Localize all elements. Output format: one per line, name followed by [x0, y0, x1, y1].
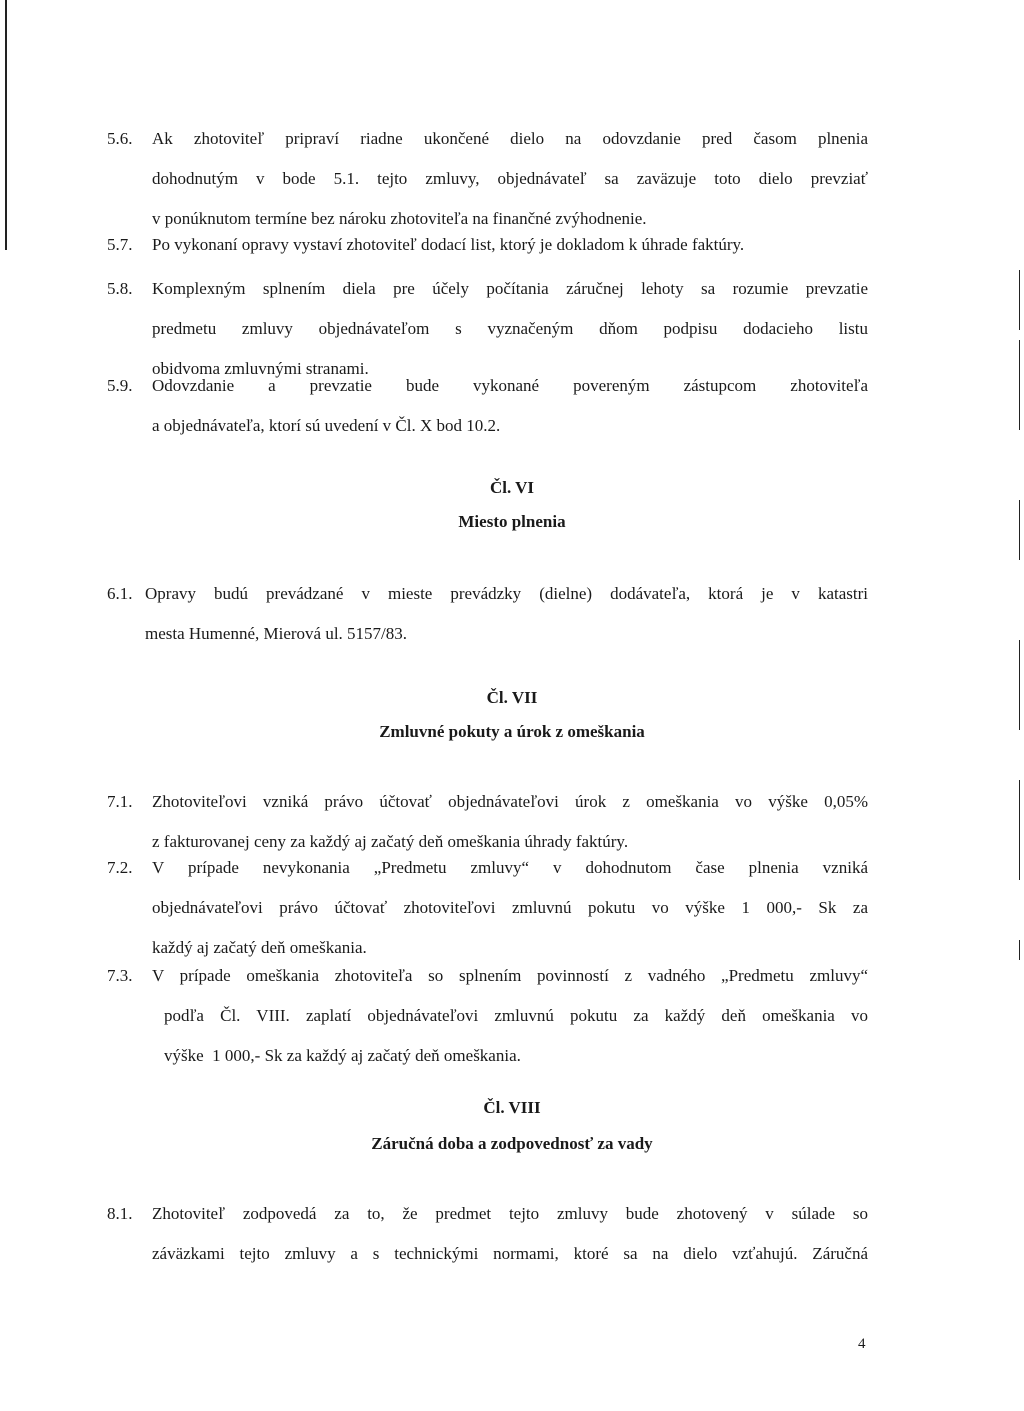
scan-edge-right-4 — [1019, 640, 1020, 730]
text-line: a objednávateľa, ktorí sú uvedení v Čl. X bod 10.2. — [152, 416, 501, 435]
text-line: Zhotoviteľ zodpovedá za to, že predmet tejto zmluvy bude zhotovený v súlade so — [152, 1204, 868, 1223]
text-line: V prípade nevykonania „Predmetu zmluvy“ v dohodnutom čase plnenia vzniká — [152, 858, 868, 877]
section-number-5-8: 5.8. — [107, 279, 133, 298]
article-6-title: Miesto plnenia — [458, 512, 566, 531]
page-number: 4 — [858, 1336, 866, 1352]
scan-edge-right-6 — [1019, 940, 1020, 960]
text-line: Zhotoviteľovi vzniká právo účtovať objednávateľovi úrok z omeškania vo výške 0,05% — [152, 792, 868, 811]
text-line: podľa Čl. VIII. zaplatí objednávateľovi zmluvnú pokutu za každý deň omeškania vo — [164, 1006, 868, 1025]
text-line: záväzkami tejto zmluvy a s technickými normami, ktoré sa na dielo vzťahujú. Záručná — [152, 1244, 868, 1263]
section-number-7-2: 7.2. — [107, 858, 133, 877]
scan-edge-left — [5, 0, 7, 250]
section-number-5-9: 5.9. — [107, 376, 133, 395]
text-line: Po vykonaní opravy vystaví zhotoviteľ dodací list, ktorý je dokladom k úhrade faktúry. — [152, 235, 745, 254]
scan-edge-right-5 — [1019, 780, 1020, 880]
article-8-label: Čl. VIII — [483, 1098, 541, 1117]
section-7-2-text — [152, 848, 868, 968]
text-line: mesta Humenné, Mierová ul. 5157/83. — [145, 624, 408, 643]
article-6-label: Čl. VI — [489, 478, 535, 497]
text-line: Odovzdanie a prevzatie bude vykonané povereným zástupcom zhotoviteľa — [152, 376, 868, 395]
section-7-3-text-first — [152, 956, 868, 996]
section-5-9-text — [152, 366, 868, 446]
section-number-6-1: 6.1. — [107, 584, 133, 603]
section-5-7-text — [152, 225, 868, 265]
text-line: obidvoma zmluvnými stranami. — [152, 359, 369, 378]
text-line: z fakturovanej ceny za každý aj začatý deň omeškania úhrady faktúry. — [152, 832, 629, 851]
section-number-7-3: 7.3. — [107, 966, 133, 985]
article-7-label: Čl. VII — [486, 688, 538, 707]
text-line: Komplexným splnením diela pre účely počítania záručnej lehoty sa rozumie prevzatie — [152, 279, 868, 298]
text-line: výške 1 000,- Sk za každý aj začatý deň omeškania. — [164, 1046, 521, 1065]
scan-edge-right-2 — [1019, 340, 1020, 430]
text-line: V prípade omeškania zhotoviteľa so splnením povinností z vadného „Predmetu zmluvy“ — [152, 966, 868, 985]
section-number-5-6: 5.6. — [107, 129, 133, 148]
text-line: dohodnutým v bode 5.1. tejto zmluvy, objednávateľ sa zaväzuje toto dielo prevziať — [152, 169, 868, 188]
text-line: Opravy budú prevádzané v mieste prevádzky (dielne) dodávateľa, ktorá je v katastri — [145, 584, 868, 603]
section-number-8-1: 8.1. — [107, 1204, 133, 1223]
article-7-title: Zmluvné pokuty a úrok z omeškania — [379, 722, 645, 741]
section-5-6-text — [152, 119, 868, 239]
section-8-1-text — [152, 1194, 868, 1274]
text-line: každý aj začatý deň omeškania. — [152, 938, 367, 957]
section-7-3-text-rest — [164, 996, 868, 1076]
text-line: predmetu zmluvy objednávateľom s vyznačeným dňom podpisu dodacieho listu — [152, 319, 868, 338]
article-8-title: Záručná doba a zodpovednosť za vady — [371, 1134, 653, 1153]
text-line: objednávateľovi právo účtovať zhotoviteľovi zmluvnú pokutu vo výške 1 000,- Sk za — [152, 898, 868, 917]
text-line: v ponúknutom termíne bez nároku zhotoviteľa na finančné zvýhodnenie. — [152, 209, 647, 228]
scan-edge-right-1 — [1019, 270, 1020, 330]
section-6-1-text — [145, 574, 868, 654]
section-number-7-1: 7.1. — [107, 792, 133, 811]
text-line: Ak zhotoviteľ pripraví riadne ukončené dielo na odovzdanie pred časom plnenia — [152, 129, 868, 148]
section-number-5-7: 5.7. — [107, 235, 133, 254]
